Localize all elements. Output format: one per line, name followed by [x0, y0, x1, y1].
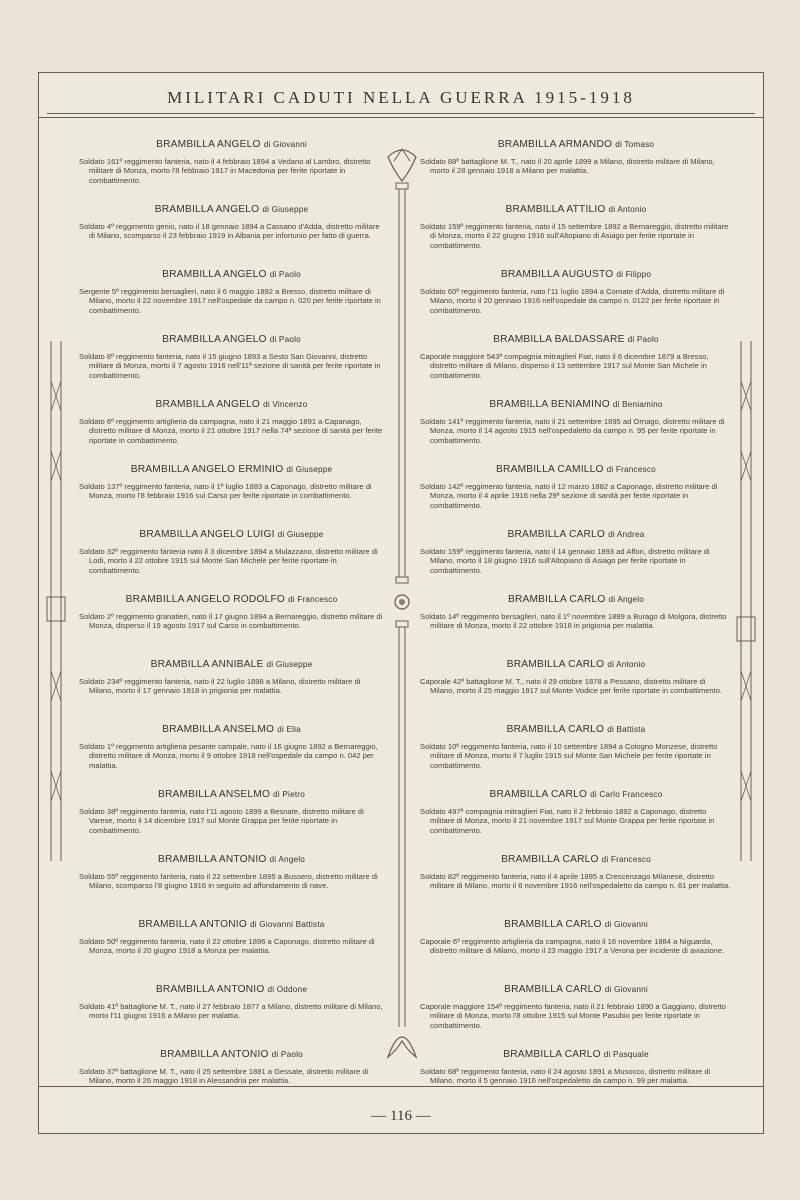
father-name: di Andrea: [608, 530, 645, 539]
father-name: di Tomaso: [615, 140, 655, 149]
father-name: di Elia: [277, 725, 301, 734]
surname-name: BRAMBILLA BALDASSARE: [493, 334, 625, 345]
father-name: di Vincenzo: [263, 400, 308, 409]
entry-name: [420, 269, 732, 281]
father-name: di Pietro: [273, 790, 305, 799]
entry-description: Soldato 50º reggimento fanteria, nato il 22 ottobre 1896 a Caponago, distretto militare di Monza, morto il 20 giugno 1918 a Monza per malattia.: [79, 937, 375, 956]
entry: [420, 594, 732, 659]
entry-description: Caporale 42º battaglione M. T., nato il 29 ottobre 1878 a Pessano, distretto militare di Milano, morto il 25 maggio 1917 sul Monte Vodice per ferite riportate in combattimento.: [420, 677, 723, 696]
surname-name: BRAMBILLA ANGELO: [155, 399, 261, 410]
entry: [79, 919, 384, 984]
entry-description: Soldato 10º reggimento fanteria, nato il 10 settembre 1894 a Cologno Monzese, distretto militare di Monza, morto il 7 luglio 1915 sul Monte San Michele per ferite riportate in combattimento.: [420, 742, 718, 770]
entry-name: [79, 724, 384, 736]
entry: [420, 1049, 732, 1114]
central-column-ornament: [384, 147, 420, 1067]
entry: [79, 139, 384, 204]
entry-description: Soldato 4º reggimento genio, nato il 18 gennaio 1894 a Cassano d'Adda, distretto militare di Milano, scomparso il 23 febbraio 1919 in Albania per infortunio per fatto di guerra.: [79, 222, 380, 241]
surname-name: BRAMBILLA ANSELMO: [162, 724, 275, 735]
footer-rule: [39, 1086, 763, 1087]
father-name: di Filippo: [616, 270, 652, 279]
entry-description: Soldato 38º reggimento fanteria, nato l'11 agosto 1899 a Besnate, distretto militare di Varese, morto il 14 dicembre 1917 sul Monte Grappa per ferite riportate in combattimento.: [79, 807, 364, 835]
entry-description: Sergente 5º reggimento bersaglieri, nato il 6 maggio 1892 a Bresso, distretto militare di Milano, morto il 22 novembre 1917 nell'ospedale da campo n. 020 per ferite riportate in combattimento.: [79, 287, 381, 315]
entry-name: [79, 529, 384, 541]
entry-description: Soldato 37º battaglione M. T., nato il 25 settembre 1881 a Gessate, distretto militare di Milano, morto il 26 maggio 1918 in Alessandria per malattia.: [79, 1067, 369, 1086]
surname-name: BRAMBILLA ANNIBALE: [150, 659, 264, 670]
entry-name: [420, 1049, 732, 1061]
entry-description: Soldato 88º battaglione M. T., nato il 20 aprile 1899 a Milano, distretto militare di Milano, morto il 28 gennaio 1918 a Milano per malattia.: [420, 157, 715, 176]
father-name: di Paolo: [269, 270, 301, 279]
entry: [420, 789, 732, 854]
entry-name: [79, 659, 384, 671]
left-fasces-ornament: [43, 341, 69, 861]
entry-name: [420, 594, 732, 606]
entry: [420, 204, 732, 269]
father-name: di Paolo: [269, 335, 301, 344]
entry-description: Soldato 1º reggimento artiglieria pesante campale, nato il 16 giugno 1892 a Bernareggio, distretto militare di Monza, morto il 9 ottobre 1918 nell'ospedale da campo n. 042 per malattia.: [79, 742, 378, 770]
entry-name: [79, 594, 384, 606]
surname-name: BRAMBILLA ANTONIO: [155, 984, 265, 995]
surname-name: BRAMBILLA AUGUSTO: [500, 269, 614, 280]
entry-description: Soldato 60º reggimento fanteria, nato l'11 luglio 1894 a Cornate d'Adda, distretto militare di Milano, morto il 20 gennaio 1916 nell'ospedale da campo n. 0122 per ferite riportate in combattimento.: [420, 287, 725, 315]
entry: [79, 204, 384, 269]
surname-name: BRAMBILLA CARLO: [503, 1049, 601, 1060]
father-name: di Oddone: [267, 985, 308, 994]
entry-name: [79, 204, 384, 216]
surname-name: BRAMBILLA ANGELO: [162, 269, 267, 280]
entry-name: [420, 854, 732, 866]
father-name: di Giovanni Battista: [250, 920, 325, 929]
entry-name: [79, 1049, 384, 1061]
entry-name: [420, 919, 732, 931]
entry-description: Soldato 2º reggimento granatieri, nato il 17 giugno 1894 a Bernareggio, distretto militare di Monza, disperso il 19 agosto 1917 sul Carso in combattimento.: [79, 612, 383, 631]
page-number: — 116 —: [371, 1108, 431, 1124]
father-name: di Beniamino: [612, 400, 663, 409]
surname-name: BRAMBILLA CAMILLO: [496, 464, 604, 475]
entry-description: Soldato 137º reggimento fanteria, nato il 1º luglio 1883 a Caponago, distretto militare di Monza, morto l'8 febbraio 1916 sul Carso per ferite riportate in combattimento.: [79, 482, 372, 501]
entry: [420, 659, 732, 724]
entry-description: Soldato 142º reggimento fanteria, nato il 12 marzo 1882 a Caponago, distretto militare di Monza, morto il 4 aprile 1916 nella 29ª sezione di sanità per ferite riportate in combattimento.: [420, 482, 718, 510]
entry-description: Soldato 8º reggimento fanteria, nato il 15 giugno 1893 a Sesto San Giovanni, distretto militare di Monza, morto il 7 agosto 1916 nell'11ª sezione di sanità per ferite riportate in combattimento.: [79, 352, 381, 380]
entry-name: [79, 854, 384, 866]
left-column: [79, 139, 384, 1114]
father-name: di Battista: [607, 725, 646, 734]
surname-name: BRAMBILLA ANSELMO: [158, 789, 271, 800]
father-name: di Paolo: [627, 335, 659, 344]
right-fasces-ornament: [733, 341, 759, 861]
entry-name: [420, 464, 732, 476]
surname-name: BRAMBILLA BENIAMINO: [489, 399, 610, 410]
father-name: di Francesco: [288, 595, 338, 604]
father-name: di Antonio: [607, 660, 646, 669]
entry: [420, 919, 732, 984]
entry: [79, 984, 384, 1049]
entry-name: [420, 789, 732, 801]
entry: [420, 334, 732, 399]
entry-name: [79, 919, 384, 931]
entry-description: Soldato 14º reggimento bersaglieri, nato il 1º novembre 1889 a Burago di Molgora, distretto militare di Monza, morto il 22 ottobre 1918 in prigionia per malattia.: [420, 612, 727, 631]
surname-name: BRAMBILLA ANGELO RODOLFO: [125, 594, 286, 605]
entry-name: [420, 724, 732, 736]
entry-description: Soldato 141º reggimento fanteria, nato il 21 settembre 1895 ad Ornago, distretto militare di Monza, morto il 14 agosto 1915 nell'ospedaletto da campo n. 95 per ferite riportate in combattimento.: [420, 417, 725, 445]
entry-name: [420, 659, 732, 671]
entry-name: [79, 139, 384, 151]
entry-description: Soldato 159º reggimento fanteria, nato il 14 gennaio 1893 ad Affori, distretto militare di Milano, morto il 18 giugno 1916 sull'Altopiano di Asiago per ferite riportate in combattimento.: [420, 547, 710, 575]
right-column: [420, 139, 732, 1114]
entry-name: [420, 204, 732, 216]
father-name: di Angelo: [608, 595, 645, 604]
entry-name: [420, 334, 732, 346]
entry: [79, 464, 384, 529]
entry-name: [79, 334, 384, 346]
father-name: di Francesco: [606, 465, 656, 474]
header-rule: [39, 117, 763, 118]
page-title: MILITARI CADUTI NELLA GUERRA 1915-1918: [47, 77, 755, 114]
entry: [420, 139, 732, 204]
father-name: di Antonio: [608, 205, 647, 214]
entry: [79, 529, 384, 594]
entry-description: Soldato 82º reggimento fanteria, nato il 4 aprile 1895 a Crescenzago Milanese, distretto militare di Milano, morto il 6 novembre 1916 nell'ospedaletto da campo n. 61 per malattia.: [420, 872, 731, 891]
entry: [79, 594, 384, 659]
father-name: di Carlo Francesco: [590, 790, 663, 799]
surname-name: BRAMBILLA ANGELO: [156, 139, 261, 150]
surname-name: BRAMBILLA ANGELO: [162, 334, 267, 345]
entry-description: Caporale 6º reggimento artiglieria da campagna, nato il 16 novembre 1884 a Niguarda, distretto militare di Milano, morto il 23 maggio 1917 a Verona per incidente di aviazione.: [420, 937, 725, 956]
entry: [79, 854, 384, 919]
father-name: di Paolo: [271, 1050, 303, 1059]
surname-name: BRAMBILLA ATTILIO: [505, 204, 606, 215]
surname-name: BRAMBILLA ANTONIO: [160, 1049, 269, 1060]
surname-name: BRAMBILLA ANGELO LUIGI: [139, 529, 275, 540]
entry-name: [79, 464, 384, 476]
entry: [420, 984, 732, 1049]
entry-description: Soldato 32º reggimento fanteria nato il 3 dicembre 1894 a Mulazzano, distretto militare di Lodi, morto il 22 ottobre 1915 sul Monte San Michele per ferite riportate in combattimento.: [79, 547, 378, 575]
surname-name: BRAMBILLA ANTONIO: [138, 919, 247, 930]
entry: [420, 854, 732, 919]
entry-name: [420, 399, 732, 411]
surname-name: BRAMBILLA ANGELO: [154, 204, 260, 215]
surname-name: BRAMBILLA ARMANDO: [497, 139, 613, 150]
father-name: di Giuseppe: [262, 205, 309, 214]
entry: [79, 269, 384, 334]
father-name: di Angelo: [269, 855, 306, 864]
father-name: di Giuseppe: [277, 530, 324, 539]
entry: [79, 399, 384, 464]
entry: [420, 724, 732, 789]
entry-name: [420, 984, 732, 996]
entry-description: Soldato 6º reggimento artiglieria da campagna, nato il 21 maggio 1891 a Capanago, distretto militare di Monza, morto il 21 ottobre 1917 nella 74ª sezione di sanità per ferite riportate in combattimento.: [79, 417, 383, 445]
father-name: di Pasquale: [603, 1050, 649, 1059]
entry-description: Soldato 161º reggimento fanteria, nato il 4 febbraio 1894 a Vedano al Lambro, distretto militare di Monza, morto l'8 febbraio 1917 in Macedonia per ferite riportate in combattimento.: [79, 157, 371, 185]
entry-name: [79, 399, 384, 411]
entry: [79, 659, 384, 724]
entry: [79, 1049, 384, 1114]
entry-description: Soldato 41º battaglione M. T., nato il 27 febbraio 1877 a Milano, distretto militare di Milano, morto l'11 giugno 1916 a Milano per malattia.: [79, 1002, 383, 1021]
surname-name: BRAMBILLA CARLO: [506, 724, 605, 735]
entry: [420, 529, 732, 594]
entry-description: Soldato 159º reggimento fanteria, nato il 15 settembre 1892 a Bernareggio, distretto militare di Monza, morto il 22 giugno 1916 sull'Altopiano di Asiago per ferite riportate in combattimento.: [420, 222, 729, 250]
father-name: di Giovanni: [604, 920, 648, 929]
entry: [420, 269, 732, 334]
entry-name: [79, 789, 384, 801]
entry-description: Soldato 55º reggimento fanteria, nato il 22 settembre 1895 a Bussero, distretto militare di Milano, scomparso l'8 giugno 1916 in seguito ad affondamento di nave.: [79, 872, 378, 891]
entry-description: Caporale maggiore 154º reggimento fanteria, nato il 21 febbraio 1890 a Gaggiano, distretto militare di Monza, morto l'8 ottobre 1915 sul Monte Pasubio per ferite riportate in combattimento.: [420, 1002, 726, 1030]
father-name: di Giovanni: [604, 985, 648, 994]
page-frame: [38, 72, 764, 1134]
entry-description: Soldato 68º reggimento fanteria, nato il 24 agosto 1891 a Musocco, distretto militare di Milano, morto il 5 gennaio 1916 nell'ospedaletto da campo n. 99 per malattia.: [420, 1067, 711, 1086]
surname-name: BRAMBILLA ANGELO ERMINIO: [130, 464, 284, 475]
entry-name: [420, 529, 732, 541]
surname-name: BRAMBILLA ANTONIO: [157, 854, 267, 865]
father-name: di Francesco: [601, 855, 651, 864]
surname-name: BRAMBILLA CARLO: [504, 919, 602, 930]
surname-name: BRAMBILLA CARLO: [489, 789, 588, 800]
surname-name: BRAMBILLA CARLO: [504, 984, 602, 995]
surname-name: BRAMBILLA CARLO: [507, 529, 606, 540]
entry-name: [79, 984, 384, 996]
entry: [79, 789, 384, 854]
entry-name: [420, 139, 732, 151]
father-name: di Giuseppe: [286, 465, 333, 474]
father-name: di Giuseppe: [266, 660, 313, 669]
surname-name: BRAMBILLA CARLO: [506, 659, 605, 670]
entry: [420, 464, 732, 529]
father-name: di Giovanni: [263, 140, 307, 149]
entry-description: Caporale maggiore 543ª compagnia mitraglieri Fiat, nato il 6 dicembre 1879 a Bresso, distretto militare di Milano, disperso il 13 settembre 1917 sul Monte San Michele in combattimento.: [420, 352, 709, 380]
entry: [79, 334, 384, 399]
entry: [420, 399, 732, 464]
entry-description: Soldato 234º reggimento fanteria, nato il 22 luglio 1898 a Milano, distretto militare di Milano, morto il 17 gennaio 1918 in prigionia per malattia.: [79, 677, 361, 696]
entry: [79, 724, 384, 789]
surname-name: BRAMBILLA CARLO: [507, 594, 606, 605]
surname-name: BRAMBILLA CARLO: [501, 854, 599, 865]
entry-name: [79, 269, 384, 281]
entry-description: Soldato 497ª compagnia mitraglieri Fiat, nato il 2 febbraio 1892 a Caponago, distretto militare di Monza, morto il 21 novembre 1917 sul Monte Grappa per ferite riportate in combattimento.: [420, 807, 715, 835]
